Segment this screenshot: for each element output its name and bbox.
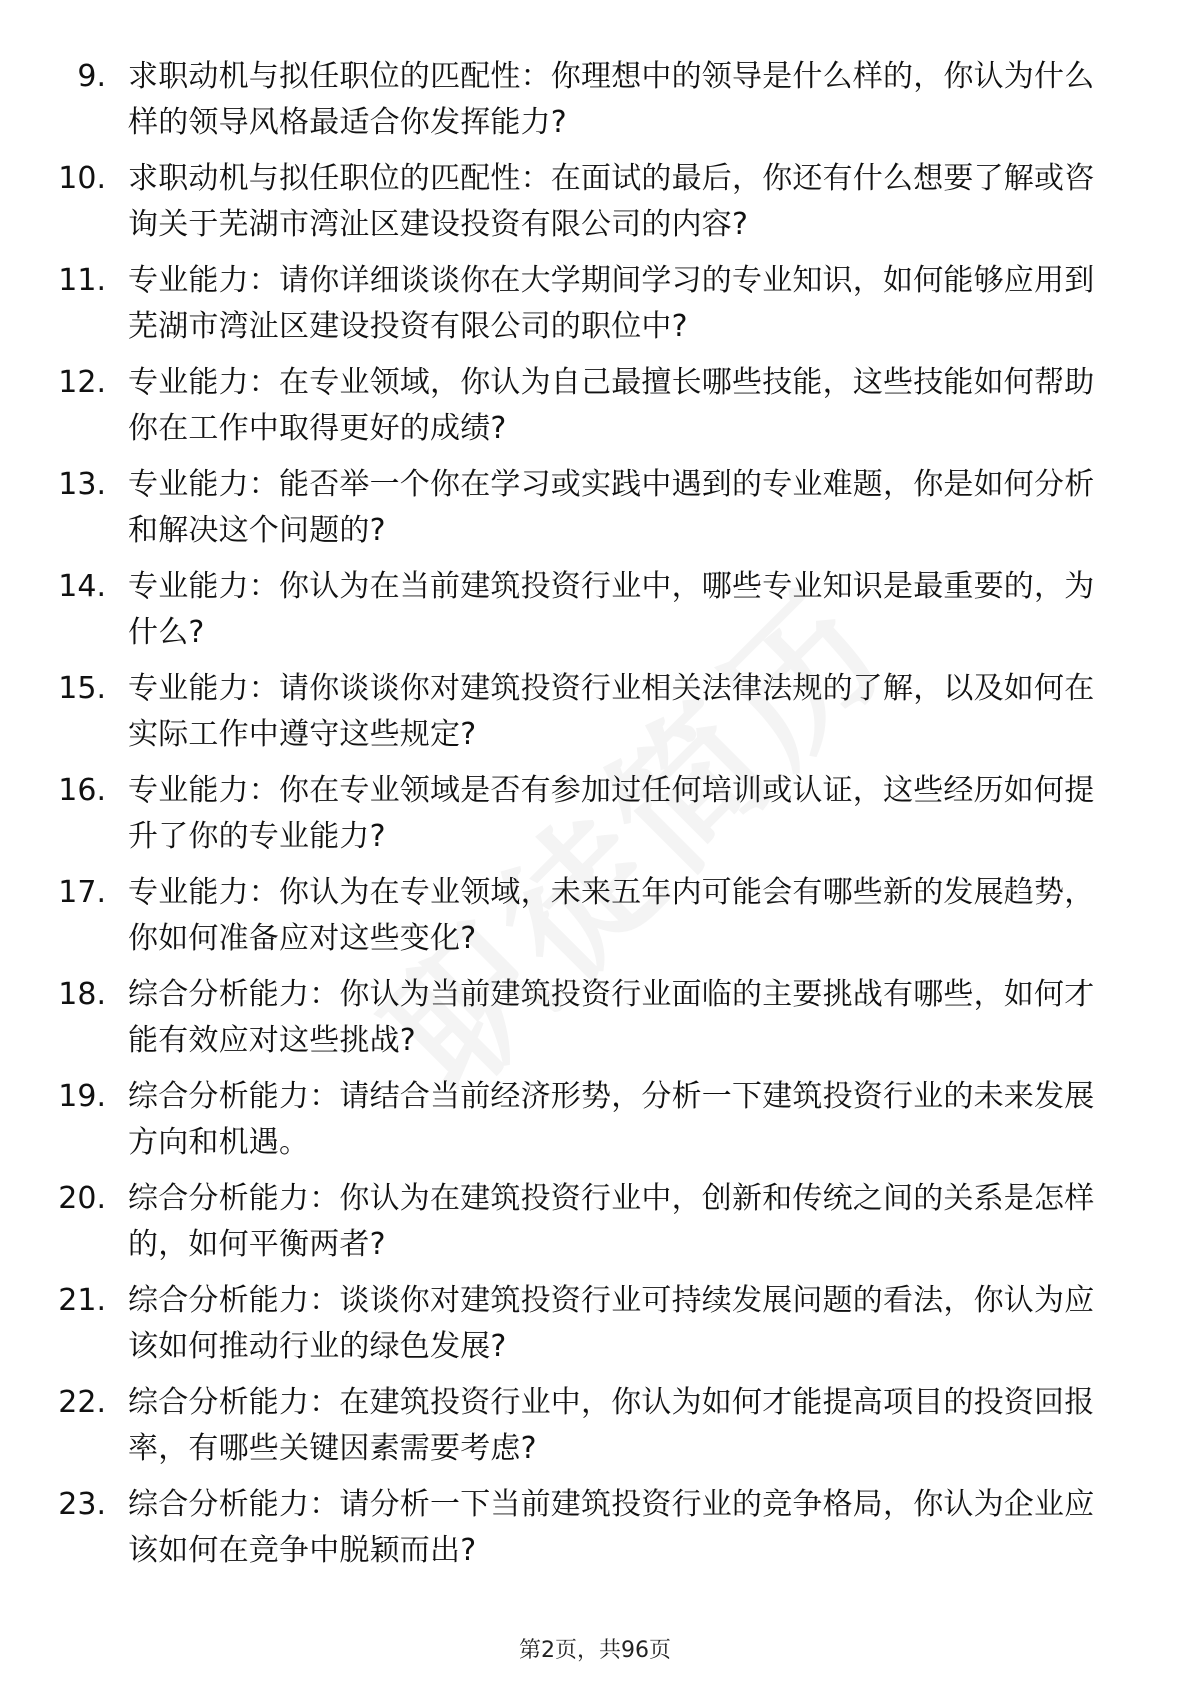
question-item — [0, 666, 1190, 768]
question-number: 20. — [58, 1181, 106, 1216]
question-text: 求职动机与拟任职位的匹配性：你理想中的领导是什么样的，你认为什么样的领导风格最适合你发挥能力? — [128, 59, 1095, 140]
question-text: 综合分析能力：你认为在建筑投资行业中，创新和传统之间的关系是怎样的，如何平衡两者? — [128, 1181, 1095, 1262]
question-text: 综合分析能力：请分析一下当前建筑投资行业的竞争格局，你认为企业应该如何在竞争中脱颖而出? — [128, 1487, 1095, 1568]
question-number: 11. — [58, 263, 106, 298]
question-item — [0, 870, 1190, 972]
question-text: 专业能力：你在专业领域是否有参加过任何培训或认证，这些经历如何提升了你的专业能力? — [128, 773, 1095, 854]
question-text: 专业能力：请你谈谈你对建筑投资行业相关法律法规的了解，以及如何在实际工作中遵守这些规定? — [128, 671, 1095, 752]
question-text: 求职动机与拟任职位的匹配性：在面试的最后，你还有什么想要了解或咨询关于芜湖市湾沚区建设投资有限公司的内容? — [128, 161, 1095, 242]
question-item — [0, 156, 1190, 258]
question-number: 17. — [58, 875, 106, 910]
question-item — [0, 564, 1190, 666]
question-number: 22. — [58, 1385, 106, 1420]
question-number: 23. — [58, 1487, 106, 1522]
question-item — [0, 972, 1190, 1074]
question-text: 专业能力：能否举一个你在学习或实践中遇到的专业难题，你是如何分析和解决这个问题的? — [128, 467, 1095, 548]
question-number: 10. — [58, 161, 106, 196]
question-text: 专业能力：你认为在当前建筑投资行业中，哪些专业知识是最重要的，为什么? — [128, 569, 1095, 650]
question-number: 16. — [58, 773, 106, 808]
question-text: 综合分析能力：在建筑投资行业中，你认为如何才能提高项目的投资回报率，有哪些关键因素需要考虑? — [128, 1385, 1095, 1466]
question-text: 专业能力：在专业领域，你认为自己最擅长哪些技能，这些技能如何帮助你在工作中取得更好的成绩? — [128, 365, 1095, 446]
question-number: 12. — [58, 365, 106, 400]
question-item — [0, 1176, 1190, 1278]
question-list — [0, 54, 1190, 1584]
question-number: 18. — [58, 977, 106, 1012]
question-text: 综合分析能力：谈谈你对建筑投资行业可持续发展问题的看法，你认为应该如何推动行业的绿色发展? — [128, 1283, 1095, 1364]
question-item — [0, 360, 1190, 462]
question-item — [0, 1380, 1190, 1482]
question-text: 综合分析能力：你认为当前建筑投资行业面临的主要挑战有哪些，如何才能有效应对这些挑战? — [128, 977, 1095, 1058]
question-item — [0, 258, 1190, 360]
question-number: 14. — [58, 569, 106, 604]
question-item — [0, 1482, 1190, 1584]
question-text: 专业能力：请你详细谈谈你在大学期间学习的专业知识，如何能够应用到芜湖市湾沚区建设投资有限公司的职位中? — [128, 263, 1095, 344]
question-text: 综合分析能力：请结合当前经济形势，分析一下建筑投资行业的未来发展方向和机遇。 — [128, 1079, 1095, 1160]
question-number: 19. — [58, 1079, 106, 1114]
question-number: 21. — [58, 1283, 106, 1318]
question-item — [0, 1074, 1190, 1176]
question-number: 9. — [77, 59, 106, 94]
page-footer: 第2页，共96页 — [519, 1638, 671, 1663]
question-text: 专业能力：你认为在专业领域，未来五年内可能会有哪些新的发展趋势，你如何准备应对这些变化? — [128, 875, 1095, 956]
question-item — [0, 54, 1190, 156]
question-number: 15. — [58, 671, 106, 706]
question-item — [0, 462, 1190, 564]
question-item — [0, 1278, 1190, 1380]
question-item — [0, 768, 1190, 870]
question-number: 13. — [58, 467, 106, 502]
